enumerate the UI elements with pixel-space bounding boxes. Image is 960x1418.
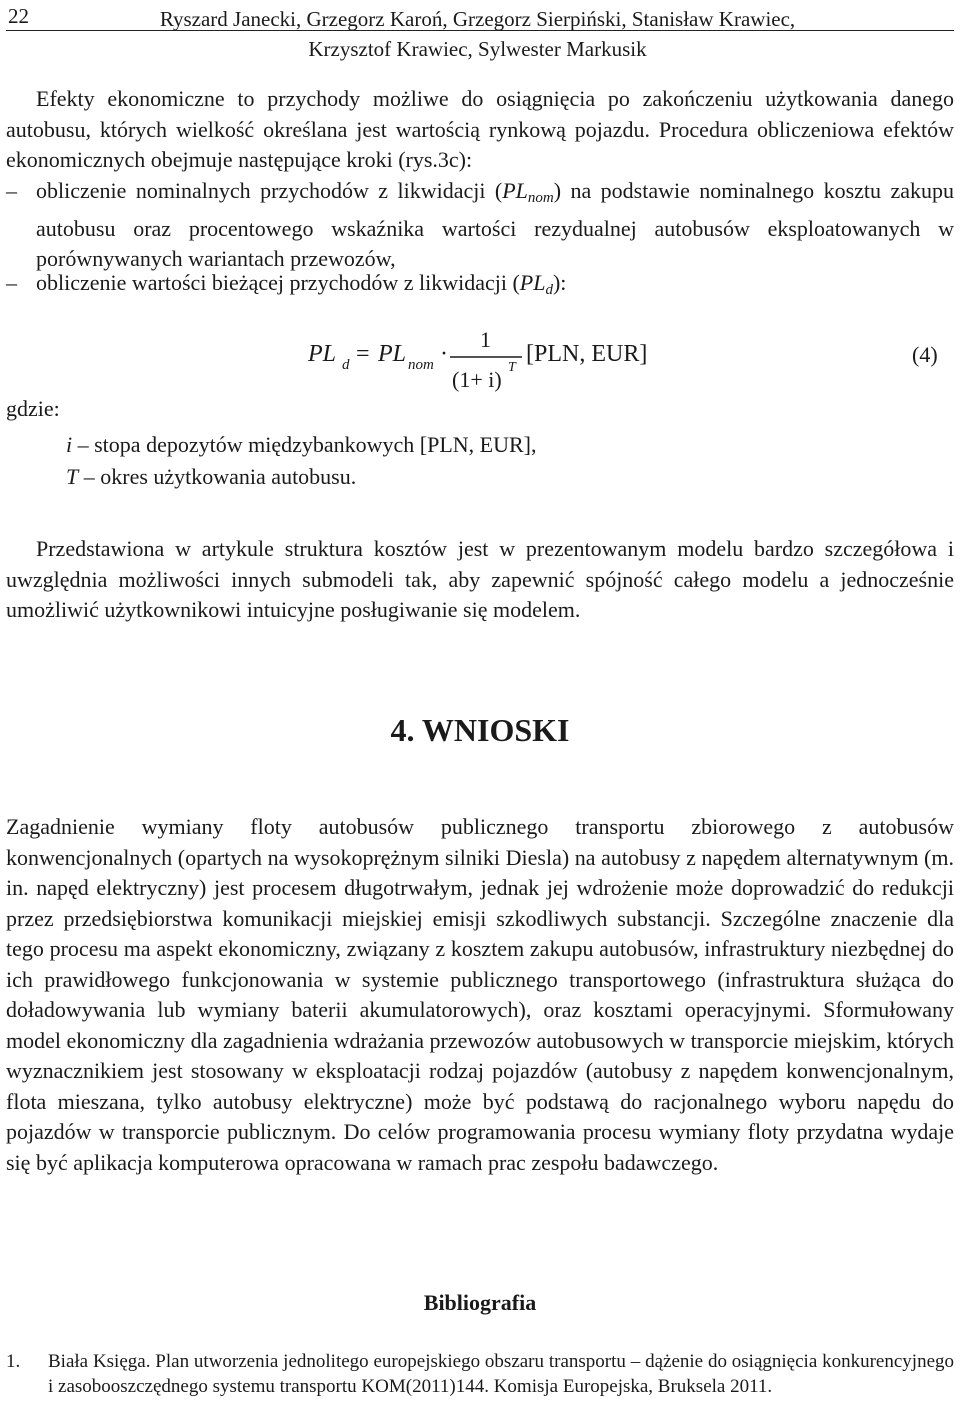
formula-lhs: PL xyxy=(308,341,337,367)
formula-denominator: (1+ i) xyxy=(452,367,502,392)
legend-item-i xyxy=(66,430,536,461)
step-text-before: obliczenie nominalnych przychodów z likwidacji ( xyxy=(36,178,503,203)
authors-line-1: Ryszard Janecki, Grzegorz Karoń, Grzegorz Sierpiński, Stanisław Krawiec, xyxy=(159,7,796,31)
legend-symbol: i xyxy=(66,432,73,457)
symbol-pl: PL xyxy=(519,270,546,295)
formula-rhs: PL xyxy=(378,341,407,367)
reference-item-1 xyxy=(6,1350,954,1399)
formula-unit: [PLN, EUR] xyxy=(526,341,648,367)
step-text-after: ) na podstawie nominalnego kosztu zakupu autobusu oraz procentowego wskaźnika wartości rezydualnej autobusów eksploatowanych w porównywanych wariantach przewozów, xyxy=(36,178,954,271)
formula-numerator: 1 xyxy=(480,327,491,352)
symbol-subscript: nom xyxy=(527,190,554,206)
formula-rhs-subscript: nom xyxy=(408,357,434,373)
legend-symbol: T xyxy=(66,464,79,489)
authors-line-2: Krzysztof Krawiec, Sylwester Markusik xyxy=(308,37,647,61)
legend-text: – okres użytkowania autobusu. xyxy=(78,464,357,489)
formula-dot: · xyxy=(440,341,448,367)
step-text-before: obliczenie wartości bieżącej przychodów z likwidacji ( xyxy=(36,270,520,295)
where-label: gdzie: xyxy=(6,396,60,421)
equation-4 xyxy=(300,325,680,405)
step-item-2 xyxy=(6,268,954,306)
equation-number: (4) xyxy=(912,342,938,367)
conclusions-paragraph: Zagadnienie wymiany floty autobusów publicznego transportu zbiorowego z autobusów konwencjonalnych (opartych na wysokoprężnym silniki Diesla) na autobusy z napędem alternatywnym (m. in. napęd elektryczny) jest procesem długotrwałym, jednak jej wdrożenie może doprowadzić do redukcji przez przedsiębiorstwa komunikacji miejskiej emisji szkodliwych substancji. Szczególne znaczenie dla tego procesu ma aspekt ekonomiczny, związany z kosztem zakupu autobusów, infrastruktury niezbędnej do ich prawidłowego funkcjonowania w systemie publicznego transportowego (infrastruktura służąca do doładowywania lub wymiany baterii akumulatorowych), oraz kosztami operacyjnymi. Sformułowany model ekonomiczny dla zagadnienia wdrażania przewozów autobusowych w transporcie miejskim, których wyznacznikiem jest stosowany w eksploatacji rodzaj pojazdów (autobusy z napędem konwencjonalnym, flota mieszana, tylko autobusy elektryczne) może być podstawą do racjonalnego wyboru napędu do pojazdów w transporcie publicznym. Do celów programowania procesu wymiany floty przydatna wydaje się być aplikacja komputerowa opracowana w ramach prac zespołu badawczego. xyxy=(6,814,954,1175)
reference-text: Biała Księga. Plan utworzenia jednolitego europejskiego obszaru transportu – dążenie do osiągnięcia konkurencyjnego i zasobooszczędnego systemu transportu KOM(2011)144. Komisja Europejska, Bruksela 2011. xyxy=(48,1351,954,1397)
symbol-pl: PL xyxy=(502,178,528,203)
intro-paragraph: Efekty ekonomiczne to przychody możliwe do osiągnięcia po zakończeniu użytkowania danego autobusu, których wielkość określana jest wartością rynkową pojazdu. Procedura obliczeniowa efektów ekonomicznych obejmuje następujące kroki (rys.3c): xyxy=(6,86,954,172)
paragraph-model-structure: Przedstawiona w artykule struktura kosztów jest w prezentowanym modelu bardzo szczegółowa i uwzględnia możliwości innych submodeli tak, aby zapewnić spójność całego modelu a jednocześnie umożliwić użytkownikowi intuicyjne posługiwanie się modelem. xyxy=(6,536,954,622)
dash-marker: – xyxy=(6,270,17,295)
page-number: 22 xyxy=(8,4,29,28)
formula-exponent: T xyxy=(508,360,516,375)
formula-equals: = xyxy=(356,341,370,367)
reference-number: 1. xyxy=(6,1351,21,1372)
section-heading: 4. WNIOSKI xyxy=(390,712,570,748)
header-rule xyxy=(6,30,954,31)
step-text-after: ): xyxy=(552,270,567,295)
dash-marker: – xyxy=(6,178,17,203)
formula-lhs-subscript: d xyxy=(342,357,350,373)
bibliography-heading: Bibliografia xyxy=(423,1290,537,1315)
symbol-subscript: d xyxy=(545,282,553,298)
legend-item-t xyxy=(66,462,356,493)
running-header-authors xyxy=(150,4,805,64)
step-item-1 xyxy=(6,176,954,275)
legend-text: – stopa depozytów międzybankowych [PLN, EUR], xyxy=(72,432,537,457)
